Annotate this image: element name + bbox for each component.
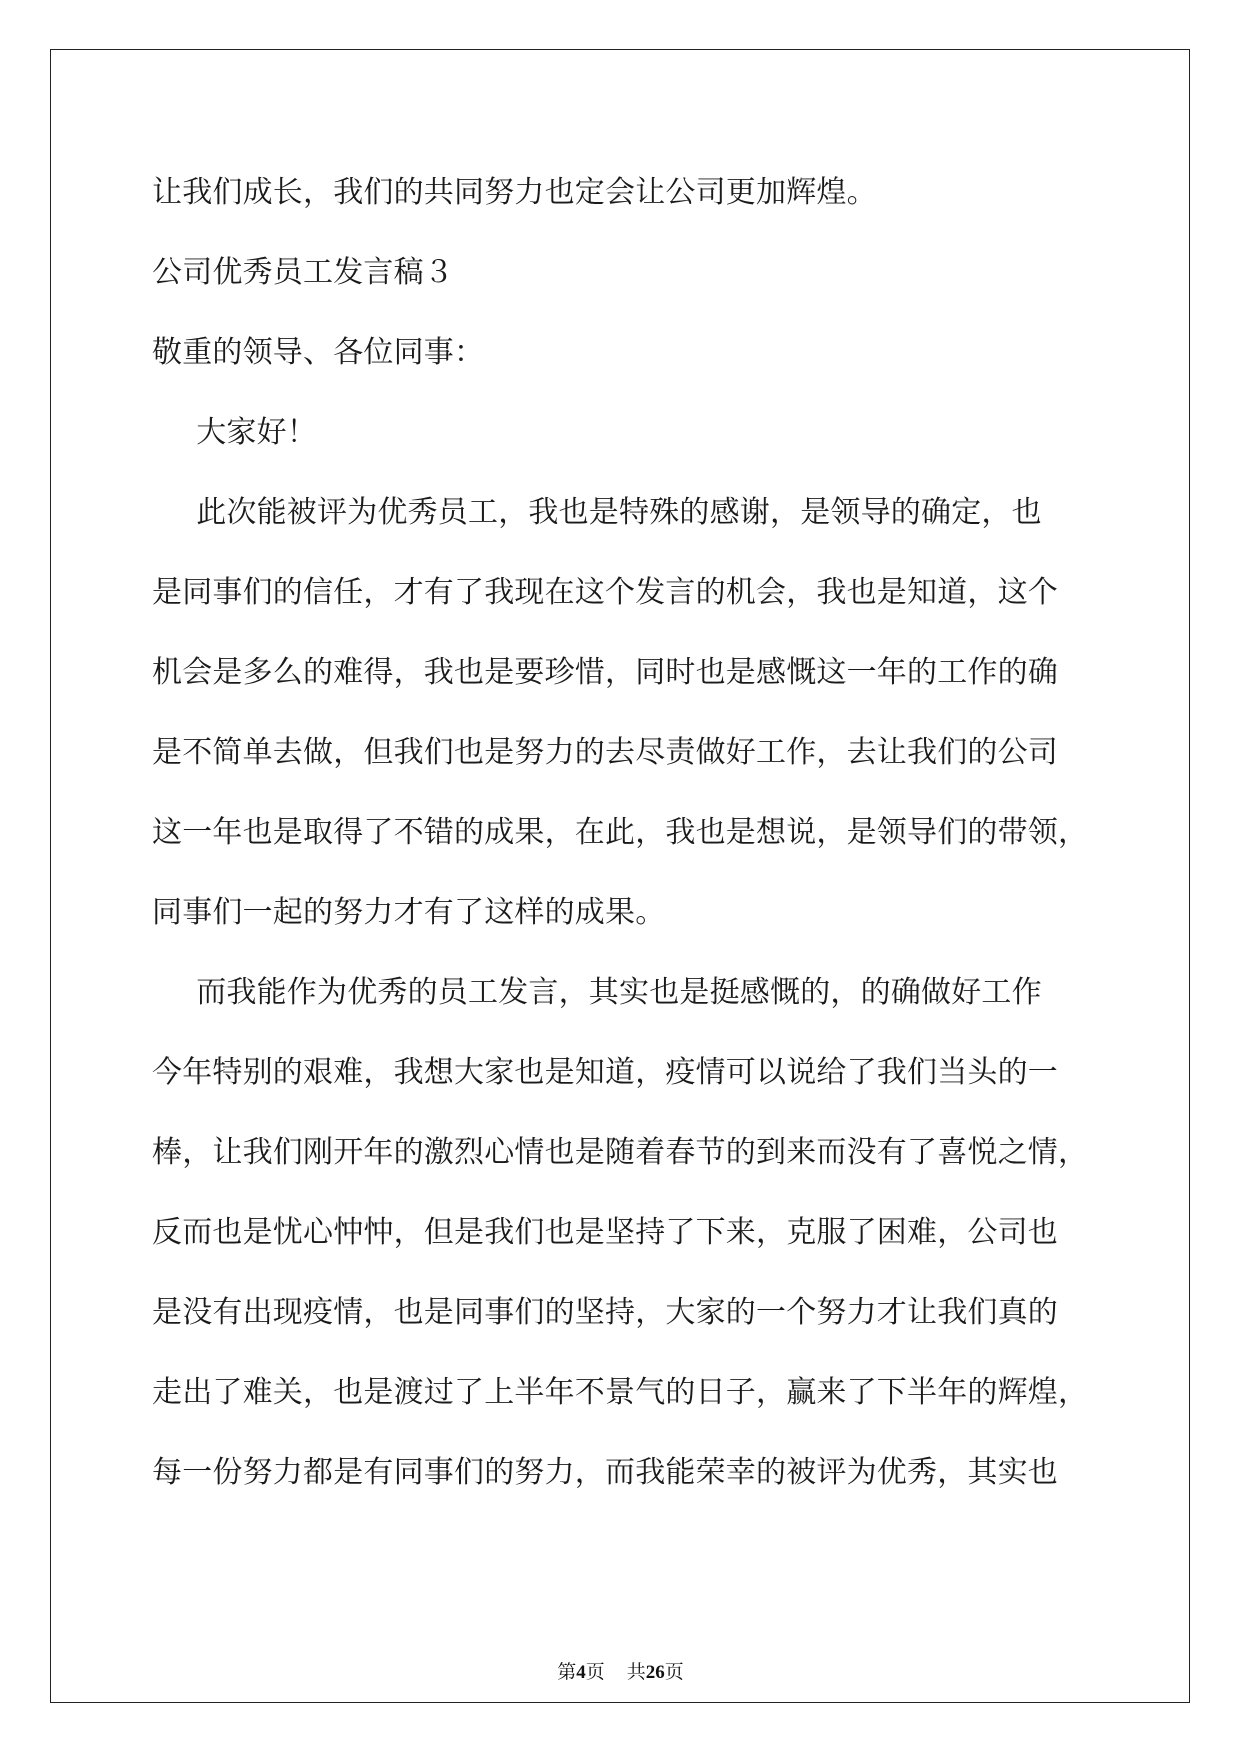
paragraph-line: 同事们一起的努力才有了这样的成果。 bbox=[152, 895, 666, 930]
paragraph-line: 反而也是忧心忡忡，但是我们也是坚持了下来，克服了困难，公司也 bbox=[152, 1215, 1058, 1250]
paragraph-line: 走出了难关，也是渡过了上半年不景气的日子，赢来了下半年的辉煌， bbox=[152, 1375, 1089, 1410]
text-line: 让我们成长，我们的共同努力也定会让公司更加辉煌。 bbox=[152, 175, 877, 210]
paragraph-line: 每一份努力都是有同事们的努力，而我能荣幸的被评为优秀，其实也 bbox=[152, 1455, 1058, 1490]
paragraph-line: 此次能被评为优秀员工，我也是特殊的感谢，是领导的确定，也 bbox=[166, 495, 1042, 530]
page-suffix: 页 bbox=[585, 1661, 605, 1683]
paragraph-line: 是没有出现疫情，也是同事们的坚持，大家的一个努力才让我们真的 bbox=[152, 1295, 1058, 1330]
paragraph-line: 是不简单去做，但我们也是努力的去尽责做好工作，去让我们的公司 bbox=[152, 735, 1058, 770]
paragraph-line: 而我能作为优秀的员工发言，其实也是挺感慨的，的确做好工作 bbox=[166, 975, 1042, 1010]
section-title: 公司优秀员工发言稿３ bbox=[152, 255, 454, 290]
total-suffix: 页 bbox=[664, 1661, 684, 1683]
total-prefix: 共 bbox=[626, 1661, 646, 1683]
paragraph-line: 机会是多么的难得，我也是要珍惜，同时也是感慨这一年的工作的确 bbox=[152, 655, 1058, 690]
greeting: 大家好！ bbox=[166, 415, 317, 450]
page-prefix: 第 bbox=[557, 1661, 577, 1683]
page-number: 4 bbox=[576, 1662, 586, 1683]
total-pages: 26 bbox=[645, 1662, 665, 1683]
paragraph-line: 棒，让我们刚开年的激烈心情也是随着春节的到来而没有了喜悦之情， bbox=[152, 1135, 1089, 1170]
salutation: 敬重的领导、各位同事： bbox=[152, 335, 485, 370]
page-footer bbox=[0, 1657, 1241, 1684]
paragraph-line: 是同事们的信任，才有了我现在这个发言的机会，我也是知道，这个 bbox=[152, 575, 1058, 610]
paragraph-line: 今年特别的艰难，我想大家也是知道，疫情可以说给了我们当头的一 bbox=[152, 1055, 1058, 1090]
paragraph-line: 这一年也是取得了不错的成果，在此，我也是想说，是领导们的带领， bbox=[152, 815, 1089, 850]
